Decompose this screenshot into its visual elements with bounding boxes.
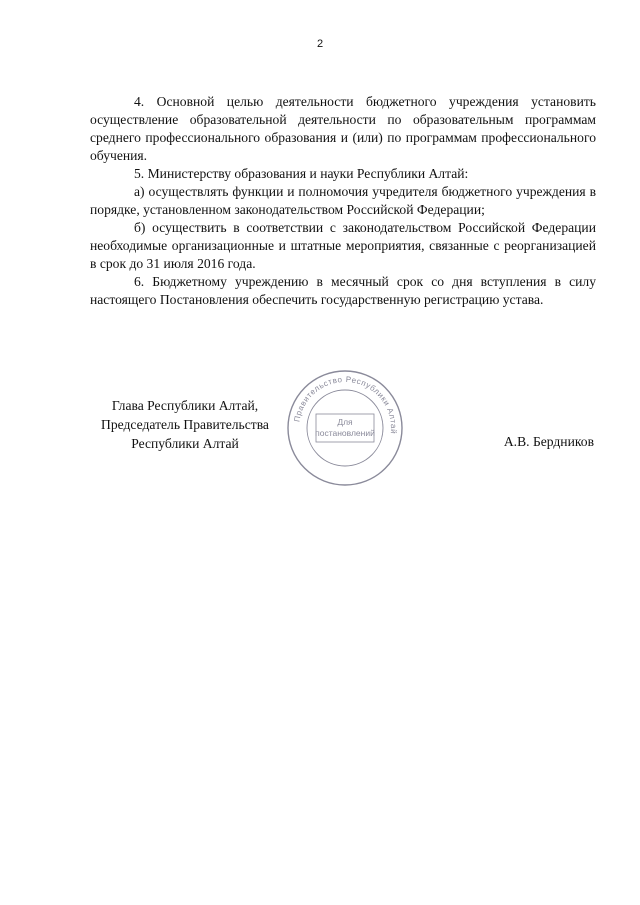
paragraph-4: 4. Основной целью деятельности бюджетного учреждения установить осуществление образовательной деятельности по образовательным программам среднего профессионального образования и (или) по программам профессионального обучения.	[90, 94, 596, 163]
seal-center-line-1: Для	[337, 417, 353, 427]
signatory-title-line-1: Глава Республики Алтай,	[111, 398, 259, 413]
seal-stamp	[286, 369, 404, 487]
paragraph-5a: а) осуществлять функции и полномочия учредителя бюджетного учреждения в порядке, установленном законодательством Российской Федерации;	[90, 184, 596, 217]
signatory-title	[90, 396, 280, 453]
paragraph-5b: б) осуществить в соответствии с законодательством Российской Федерации необходимые организационные и штатные мероприятия, связанные с реорганизацией в срок до 31 июля 2016 года.	[90, 220, 596, 271]
paragraph-6: 6. Бюджетному учреждению в месячный срок со дня вступления в силу настоящего Постановления обеспечить государственную регистрацию устава.	[90, 274, 596, 307]
signatory-title-line-3: Республики Алтай	[131, 436, 239, 451]
document-body	[90, 93, 596, 309]
page-number: 2	[316, 38, 324, 50]
signatory-name: А.В. Бердников	[503, 434, 594, 449]
seal-center-line-2: постановлений	[315, 428, 375, 438]
paragraph-5: 5. Министерству образования и науки Республики Алтай:	[134, 166, 469, 181]
signatory-title-line-2: Председатель Правительства	[101, 417, 269, 432]
seal-outer-text: Правительство Республики Алтай	[292, 374, 399, 435]
